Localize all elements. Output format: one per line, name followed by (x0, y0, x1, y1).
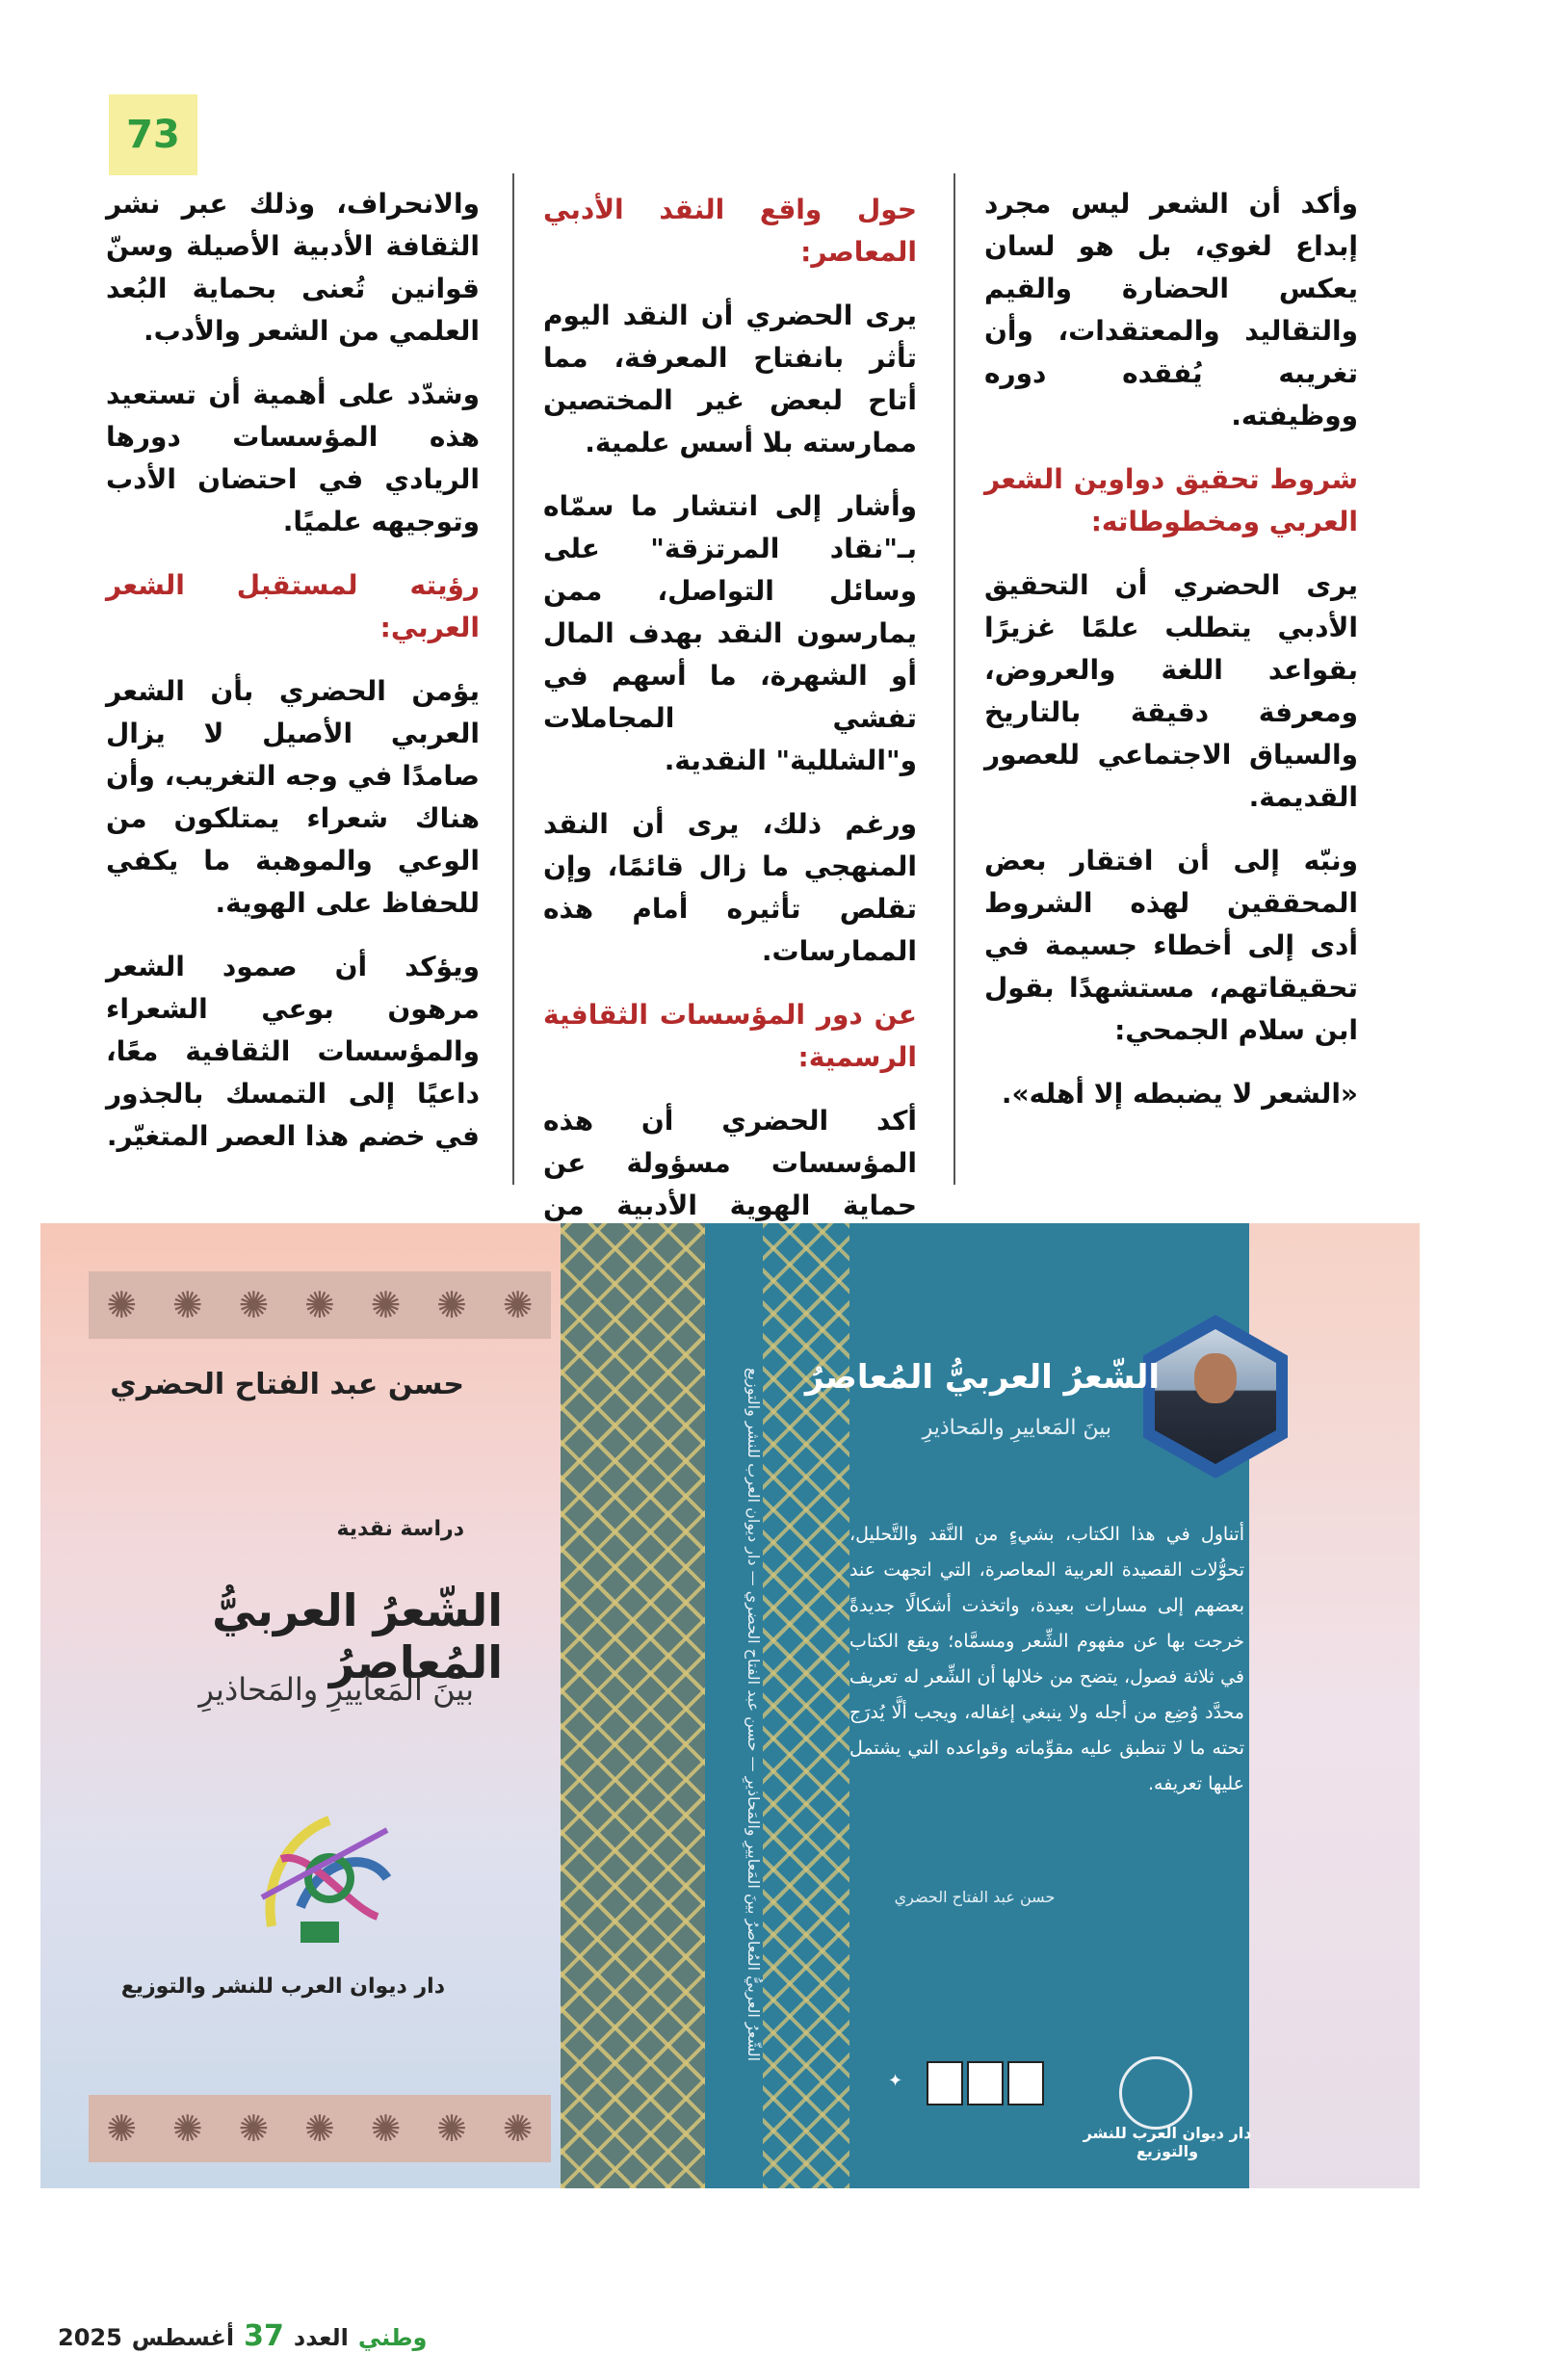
ornament-band-top: ✺ ✺ ✺ ✺ ✺ ✺ ✺ (89, 1271, 551, 1339)
qr-code-icon (927, 2061, 963, 2105)
front-cover (40, 1223, 561, 2188)
paragraph: وشدّد على أهمية أن تستعيد هذه المؤسسات دورها الريادي في احتضان الأدب وتوجيهه علميًا. (106, 379, 480, 537)
section-heading: عن دور المؤسسات الثقافية الرسمية: (543, 999, 917, 1073)
footer-issue-number: 37 (244, 2319, 284, 2353)
quote: «الشعر لا يضبطه إلا أهله». (1001, 1078, 1358, 1110)
footer-brand: وطني (357, 2324, 428, 2351)
qr-code-icon (967, 2061, 1004, 2105)
paragraph: يؤمن الحضري بأن الشعر العربي الأصيل لا يزال صامدًا في وجه التغريب، وأن هناك شعراء يمتلكون من الوعي والموهبة ما يكفي للحفاظ على الهوية. (106, 675, 480, 919)
back-subtitle: بينَ المَعاييرِ والمَحاذيرِ (922, 1416, 1111, 1440)
article-column-1 (984, 183, 1358, 1137)
section-heading: رؤيته لمستقبل الشعر العربي: (106, 569, 480, 643)
section-heading: شروط تحقيق دواوين الشعر العربي ومخطوطاته: (984, 463, 1358, 537)
spine-text: الشّعرُ العربيُّ المُعاصرُ بينَ المَعاييرِ والمَحاذيرِ — حسن عبد الفتاح الحضري — دار ديوان العرب للنشر والتوزيع (744, 1367, 763, 2062)
paragraph: ونبّه إلى أن افتقار بعض المحققين لهذه الشروط أدى إلى أخطاء جسيمة في تحقيقاتهم، مستشهدًا بقول ابن سلام الجمحي: (984, 845, 1358, 1046)
footer-year: 2025 (58, 2324, 122, 2351)
paragraph: يرى الحضري أن النقد اليوم تأثر بانفتاح المعرفة، مما أتاح لبعض غير المختصين ممارسته بلا أسس علمية. (543, 300, 917, 458)
geometric-pattern (561, 1223, 705, 2188)
back-blurb: أتناول في هذا الكتاب، بشيءٍ من النَّقد والتَّحليل، تحوُّلات القصيدة العربية المعاصرة، التي اتجهت عند بعضهم إلى مسارات بعيدة، واتخذت أشكالًا جديدةً خرجت بها عن مفهوم الشِّعر ومسمَّاه؛ ويقع الكتاب في ثلاثة فصول، يتضح من خلالها أن الشِّعر له تعريف محدَّد وُضِع من أجله ولا ينبغي إغفاله، ويجب ألَّا يُدرَج تحته ما لا تنطبق عليه مقوِّماته وقواعده التي يشتمل عليها تعريفه. (849, 1524, 1244, 1794)
front-author: حسن عبد الفتاح الحضري (110, 1368, 464, 1401)
ornament-band-bottom: ✺ ✺ ✺ ✺ ✺ ✺ ✺ (89, 2095, 551, 2162)
article-column-2 (543, 183, 917, 1291)
paragraph: ورغم ذلك، يرى أن النقد المنهجي ما زال قائمًا، وإن تقلص تأثيره أمام هذه الممارسات. (543, 808, 917, 967)
front-title: الشّعرُ العربيُّ المُعاصرُ (212, 1584, 503, 1688)
paragraph: يرى الحضري أن التحقيق الأدبي يتطلب علمًا غزيرًا بقواعد اللغة والعروض، ومعرفة دقيقة بالتاريخ والسياق الاجتماعي للعصور القديمة. (984, 569, 1358, 813)
paragraph: وأكد أن الشعر ليس مجرد إبداع لغوي، بل هو لسان يعكس الحضارة والقيم والتقاليد والمعتقدات، وأن تغريبه يُفقده دوره ووظيفته. (984, 188, 1358, 432)
footer (58, 2319, 427, 2353)
page-number: 73 (109, 94, 197, 175)
column-divider (512, 173, 514, 1185)
footer-month: أغسطس (131, 2324, 235, 2351)
publisher-seal-icon (1119, 2056, 1192, 2130)
calligraphy-illustration (243, 1792, 406, 1955)
column-divider (953, 173, 955, 1185)
front-publisher: دار ديوان العرب للنشر والتوزيع (120, 1975, 445, 1999)
paragraph: وأشار إلى انتشار ما سمّاه بـ"نقاد المرتزقة" على وسائل التواصل، ممن يمارسون النقد بهدف المال أو الشهرة، ما أسهم في تفشي المجاملات و"الشللية" النقدية. (543, 490, 917, 776)
section-heading: حول واقع النقد الأدبي المعاصر: (543, 194, 917, 268)
back-author: حسن عبد الفتاح الحضري (894, 1888, 1056, 1906)
paragraph: والانحراف، وذلك عبر نشر الثقافة الأدبية الأصيلة وسنّ قوانين تُعنى بحماية البُعد العلمي من الشعر والأدب. (106, 188, 480, 347)
front-label: دراسة نقدية (336, 1517, 464, 1541)
book-cover-image (40, 1223, 1420, 2188)
publisher-logo-icon: ✦ (888, 2071, 903, 2091)
article-column-3 (106, 183, 480, 1179)
paragraph: أكد الحضري أن هذه المؤسسات مسؤولة عن حماية الهوية الأدبية من (543, 1105, 917, 1221)
paragraph: ويؤكد أن صمود الشعر مرهون بوعي الشعراء والمؤسسات الثقافية معًا، داعيًا إلى التمسك بالجذور في خضم هذا العصر المتغيّر. (106, 951, 480, 1152)
back-title: الشّعرُ العربيُّ المُعاصرُ (804, 1358, 1160, 1397)
front-subtitle: بينَ المَعاييرِ والمَحاذيرِ (198, 1671, 474, 1708)
qr-code-icon (1007, 2061, 1044, 2105)
back-publisher: دار ديوان العرب للنشر والتوزيع (1083, 2124, 1252, 2160)
footer-issue-label: العدد (293, 2324, 349, 2351)
